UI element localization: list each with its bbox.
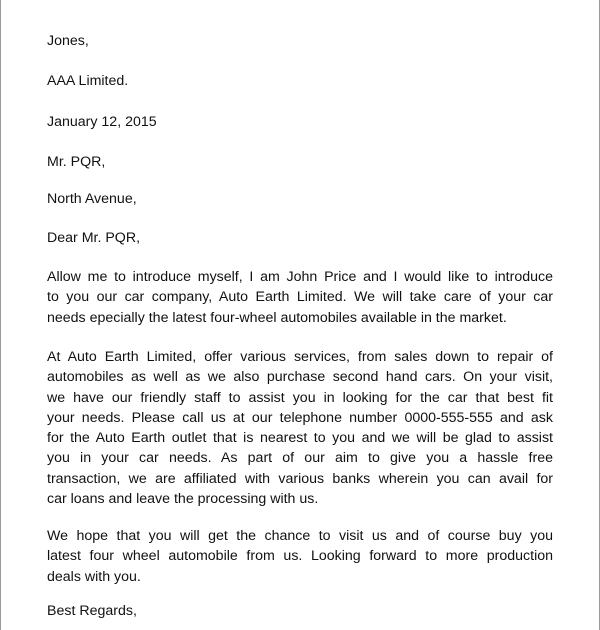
paragraph-intro: [47, 267, 553, 328]
addressee-name: Mr. PQR,: [47, 154, 106, 170]
paragraph-line: you in your car needs. As part of our aim to give you a hassle free: [47, 450, 553, 467]
closing-regards: Best Regards,: [47, 603, 137, 619]
paragraph-line: for the Auto Earth outlet that is nearest to you and we will be glad to assist: [47, 430, 553, 447]
paragraph-services: [47, 347, 553, 509]
paragraph-closing: [47, 526, 553, 587]
recipient-name: Jones,: [47, 33, 89, 49]
paragraph-line: deals with you.: [47, 568, 141, 585]
paragraph-line: Allow me to introduce myself, I am John Price and I would like to introduce: [47, 269, 553, 285]
company-name: AAA Limited.: [47, 73, 129, 89]
paragraph-line: to you our car company, Auto Earth Limited. We will take care of your car: [47, 289, 553, 306]
paragraph-line: needs epecially the latest four-wheel automobiles available in the market.: [47, 309, 507, 326]
letter-date: January 12, 2015: [47, 114, 157, 130]
paragraph-line: your needs. Please call us at our telephone number 0000-555-555 and ask: [47, 409, 553, 426]
paragraph-line: we have our friendly staff to assist you in looking for the car that best fit: [47, 389, 553, 406]
salutation: Dear Mr. PQR,: [47, 230, 141, 246]
addressee-street: North Avenue,: [47, 191, 137, 207]
paragraph-line: We hope that you will get the chance to visit us and of course buy you: [47, 528, 553, 544]
paragraph-line: transaction, we are affiliated with various banks wherein you can avail for: [47, 470, 553, 487]
paragraph-line: At Auto Earth Limited, offer various services, from sales down to repair of: [47, 349, 553, 365]
paragraph-line: automobiles as well as we also purchase second hand cars. On your visit,: [47, 369, 553, 386]
paragraph-line: latest four wheel automobile from us. Looking forward to more production: [47, 548, 553, 565]
paragraph-line: car loans and leave the processing with us.: [47, 491, 319, 508]
